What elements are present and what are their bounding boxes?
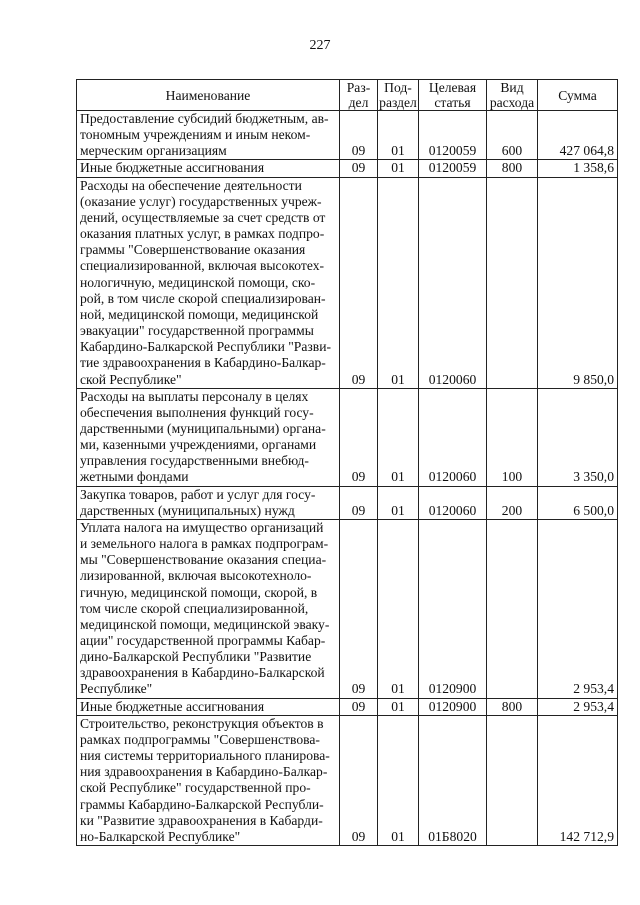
- row-vid: 100: [487, 388, 538, 486]
- row-statya: 0120060: [419, 177, 487, 388]
- row-podrazdel: 01: [378, 111, 419, 160]
- row-statya: 0120060: [419, 486, 487, 519]
- row-podrazdel: 01: [378, 177, 419, 388]
- row-name-line: Предоставление субсидий бюджетным, ав-: [80, 111, 329, 126]
- row-podrazdel: 01: [378, 519, 419, 698]
- row-name-line: Закупка товаров, работ и услуг для госу-: [80, 486, 316, 502]
- row-vid: [487, 177, 538, 388]
- row-statya: 0120900: [419, 698, 487, 715]
- row-name-line: лизированной, включая высокотехноло-: [80, 568, 312, 584]
- row-podrazdel: 01: [378, 698, 419, 715]
- row-razdel: 09: [340, 160, 378, 177]
- row-name-line: здравоохранения в Кабардино-Балкарской: [80, 665, 325, 681]
- row-name-line: мерческим организациям: [80, 143, 227, 159]
- row-vid: 800: [487, 698, 538, 715]
- row-name-line: ния системы территориального планирова-: [80, 748, 330, 764]
- row-name-line: тономным учреждениям и иным неком-: [80, 127, 311, 143]
- row-name-line: но-Балкарской Республике": [80, 828, 241, 844]
- row-name-line: том числе скорой специализированной,: [80, 600, 309, 616]
- header-podrazdel-line2: раздел: [379, 95, 417, 110]
- row-name-line: ми, казенными учреждениями, органами: [80, 437, 317, 453]
- row-name-line: дино-Балкарской Республики "Развитие: [80, 649, 312, 665]
- row-name-line: тие здравоохранения в Кабардино-Балкар-: [80, 355, 326, 371]
- table-row: [77, 160, 618, 177]
- row-statya: 0120059: [419, 160, 487, 177]
- table-row: [77, 111, 618, 160]
- row-razdel: 09: [340, 111, 378, 160]
- table-row: [77, 698, 618, 715]
- row-vid: 800: [487, 160, 538, 177]
- row-name-line: Республике": [80, 681, 153, 697]
- row-name: [77, 486, 340, 519]
- table-row: [77, 486, 618, 519]
- row-vid: [487, 519, 538, 698]
- header-name: Наименование: [77, 80, 340, 111]
- table-row: [77, 715, 618, 845]
- header-razdel-line2: дел: [348, 95, 369, 110]
- header-podrazdel-line1: Под-: [384, 80, 412, 95]
- row-name-line: дений, осуществляемые за счет средств от: [80, 209, 326, 225]
- row-name-line: специализированной, включая высокотех-: [80, 258, 325, 274]
- header-vid-line2: расхода: [489, 95, 535, 110]
- row-name-line: дарственных (муниципальных) нужд: [80, 502, 295, 518]
- row-sum: 1 358,6: [538, 160, 618, 177]
- row-podrazdel: 01: [378, 486, 419, 519]
- header-statya-line1: Целевая: [428, 80, 477, 95]
- header-vid-line1: Вид: [500, 80, 524, 95]
- row-name-line: Иные бюджетные ассигнования: [80, 698, 265, 714]
- row-razdel: 09: [340, 388, 378, 486]
- row-name: [77, 160, 340, 177]
- row-name-line: Строительство, реконструкция объектов в: [80, 715, 324, 731]
- row-name-line: нологичную, медицинской помощи, ско-: [80, 274, 316, 290]
- budget-table: [76, 79, 618, 846]
- row-podrazdel: 01: [378, 160, 419, 177]
- table-row: [77, 177, 618, 388]
- row-name: [77, 715, 340, 845]
- header-podrazdel: [378, 80, 419, 111]
- header-sum: Сумма: [538, 80, 618, 111]
- row-razdel: 09: [340, 698, 378, 715]
- row-name-line: жетными фондами: [80, 469, 189, 485]
- row-name-line: граммы Кабардино-Балкарской Республи-: [80, 796, 324, 812]
- header-razdel: [340, 80, 378, 111]
- row-name-line: граммы "Совершенствование оказания: [80, 242, 306, 258]
- row-name-line: ной, медицинской помощи, медицинской: [80, 306, 319, 322]
- row-name-line: рамках подпрограммы "Совершенствова-: [80, 731, 320, 747]
- row-name-line: Кабардино-Балкарской Республики "Разви-: [80, 339, 331, 355]
- row-name-line: эвакуации" государственной программы: [80, 323, 314, 339]
- header-razdel-line1: Раз-: [346, 80, 371, 95]
- row-razdel: 09: [340, 486, 378, 519]
- header-statya: [419, 80, 487, 111]
- row-name: [77, 177, 340, 388]
- row-name: [77, 519, 340, 698]
- row-name-line: Уплата налога на имущество организаций: [80, 519, 324, 535]
- row-name-line: медицинской помощи, медицинской эваку-: [80, 616, 330, 632]
- row-name-line: рой, в том числе скорой специализирован-: [80, 290, 326, 306]
- row-razdel: 09: [340, 715, 378, 845]
- row-name-line: ской Республике": [80, 371, 182, 387]
- row-name: [77, 111, 340, 160]
- table-header-row: [77, 80, 618, 111]
- row-statya: 0120059: [419, 111, 487, 160]
- row-name-line: управления государственными внебюд-: [80, 453, 309, 469]
- header-vid: [487, 80, 538, 111]
- row-name: [77, 388, 340, 486]
- row-statya: 0120060: [419, 388, 487, 486]
- row-podrazdel: 01: [378, 388, 419, 486]
- row-name: [77, 698, 340, 715]
- row-name-line: и земельного налога в рамках подпрограм-: [80, 536, 329, 552]
- table-body: [77, 111, 618, 846]
- table-row: [77, 388, 618, 486]
- row-podrazdel: 01: [378, 715, 419, 845]
- row-razdel: 09: [340, 177, 378, 388]
- row-vid: 200: [487, 486, 538, 519]
- row-name-line: ской Республике" государственной про-: [80, 780, 311, 796]
- row-name-line: дарственными (муниципальными) органа-: [80, 420, 326, 436]
- row-name-line: Иные бюджетные ассигнования: [80, 160, 265, 176]
- row-sum: 3 350,0: [538, 388, 618, 486]
- row-sum: 427 064,8: [538, 111, 618, 160]
- row-name-line: ки "Развитие здравоохранения в Кабарди-: [80, 812, 323, 828]
- row-name-line: обеспечения выполнения функций госу-: [80, 404, 314, 420]
- row-name-line: ния здравоохранения в Кабардино-Балкар-: [80, 764, 328, 780]
- header-statya-line2: статья: [434, 95, 471, 110]
- row-sum: 9 850,0: [538, 177, 618, 388]
- row-sum: 6 500,0: [538, 486, 618, 519]
- row-name-line: мы "Совершенствование оказания специа-: [80, 552, 327, 568]
- row-name-line: Расходы на обеспечение деятельности: [80, 177, 302, 193]
- row-vid: 600: [487, 111, 538, 160]
- row-name-line: ации" государственной программы Кабар-: [80, 633, 326, 648]
- page-number: 227: [309, 38, 331, 53]
- row-name-line: оказания платных услуг, в рамках подпро-: [80, 226, 325, 242]
- row-name-line: гичную, медицинской помощи, скорой, в: [80, 584, 318, 600]
- row-sum: 2 953,4: [538, 519, 618, 698]
- row-sum: 142 712,9: [538, 715, 618, 845]
- row-name-line: (оказание услуг) государственных учреж-: [80, 193, 322, 209]
- row-statya: 01Б8020: [419, 715, 487, 845]
- row-statya: 0120900: [419, 519, 487, 698]
- table-row: [77, 519, 618, 698]
- row-sum: 2 953,4: [538, 698, 618, 715]
- row-name-line: Расходы на выплаты персоналу в целях: [80, 388, 309, 404]
- row-razdel: 09: [340, 519, 378, 698]
- row-vid: [487, 715, 538, 845]
